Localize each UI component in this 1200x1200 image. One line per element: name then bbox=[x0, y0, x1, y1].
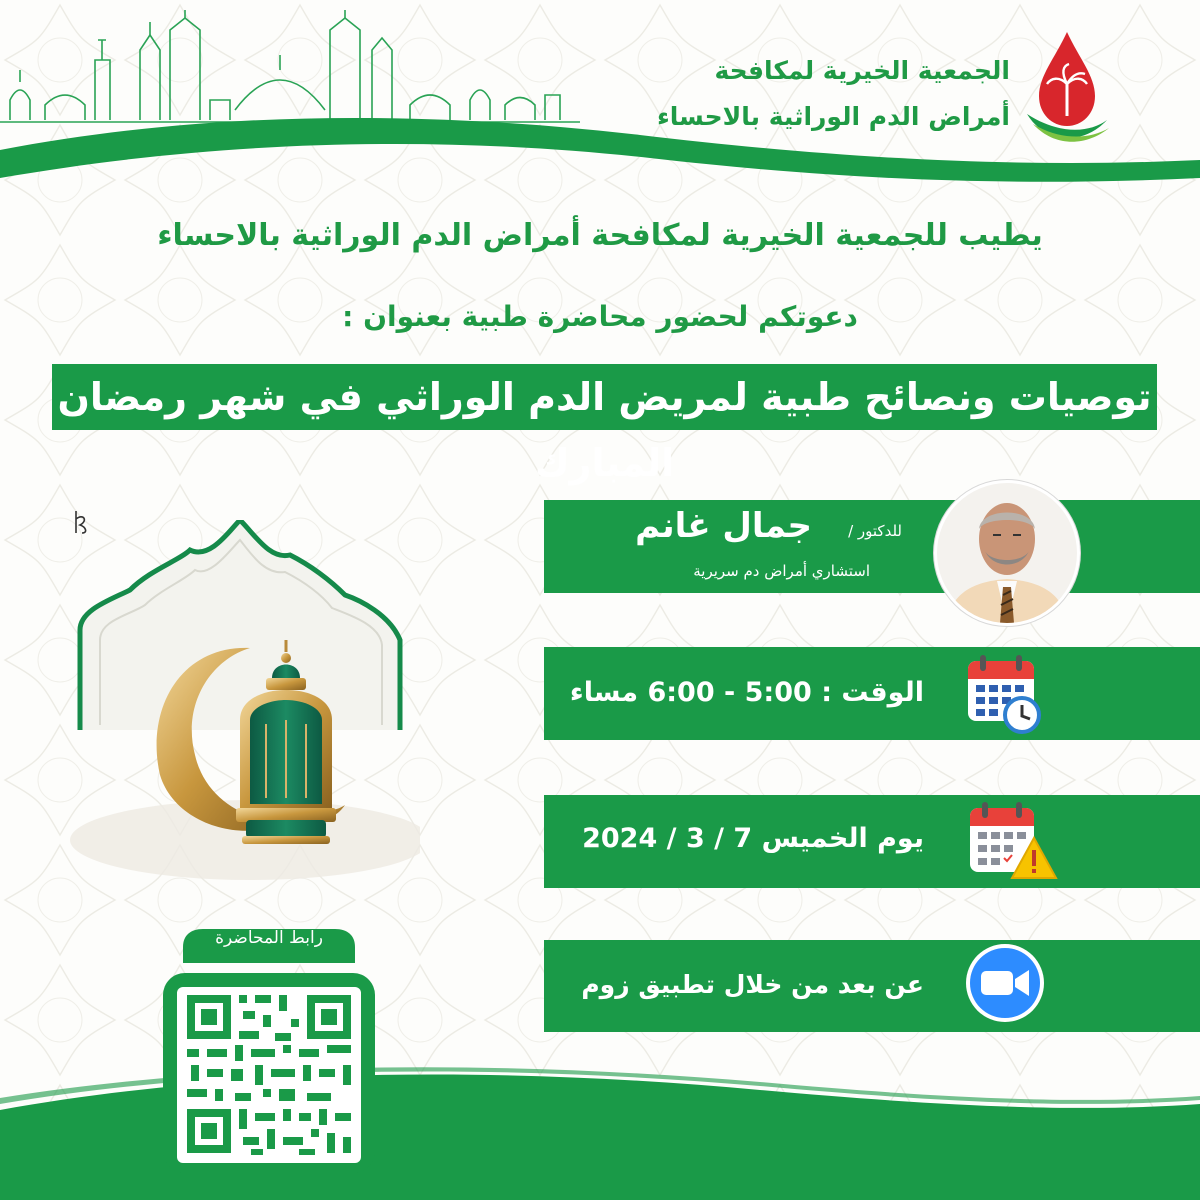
date-band bbox=[544, 795, 1200, 888]
crescent-lantern-illustration bbox=[60, 520, 420, 890]
invitation-line2: دعوتكم لحضور محاضرة طبية بعنوان : bbox=[342, 300, 858, 333]
lecture-title: توصيات ونصائح طبية لمريض الدم الوراثي في شهر رمضان المبارك bbox=[52, 364, 1157, 430]
zoom-icon bbox=[964, 942, 1046, 1024]
time-text: الوقت : 5:00 - 6:00 مساء bbox=[569, 677, 924, 708]
speaker-prefix: للدكتور / bbox=[848, 522, 902, 540]
organization-name bbox=[657, 48, 1010, 140]
calendar-clock-icon bbox=[966, 653, 1042, 735]
blood-drop-palm-logo bbox=[1025, 28, 1115, 148]
speaker-position: استشاري أمراض دم سريرية bbox=[693, 562, 870, 580]
speaker-name: جمال غانم bbox=[635, 506, 812, 546]
time-band bbox=[544, 647, 1200, 740]
organization-name-line2: أمراض الدم الوراثية بالاحساء bbox=[657, 102, 1010, 131]
date-text: يوم الخميس 7 / 3 / 2024 bbox=[582, 823, 924, 854]
top-green-wave bbox=[0, 0, 1200, 200]
speaker-band bbox=[544, 500, 1200, 593]
calendar-alert-icon bbox=[966, 800, 1058, 882]
qr-label: رابط المحاضرة bbox=[215, 928, 323, 948]
invitation-line1: يطيب للجمعية الخيرية لمكافحة أمراض الدم الوراثية بالاحساء bbox=[157, 218, 1043, 253]
speaker-photo bbox=[934, 480, 1080, 626]
organization-name-line1: الجمعية الخيرية لمكافحة bbox=[714, 56, 1010, 85]
platform-text: عن بعد من خلال تطبيق زوم bbox=[581, 970, 924, 999]
qr-code-card bbox=[163, 925, 375, 1173]
platform-band bbox=[544, 940, 1200, 1032]
